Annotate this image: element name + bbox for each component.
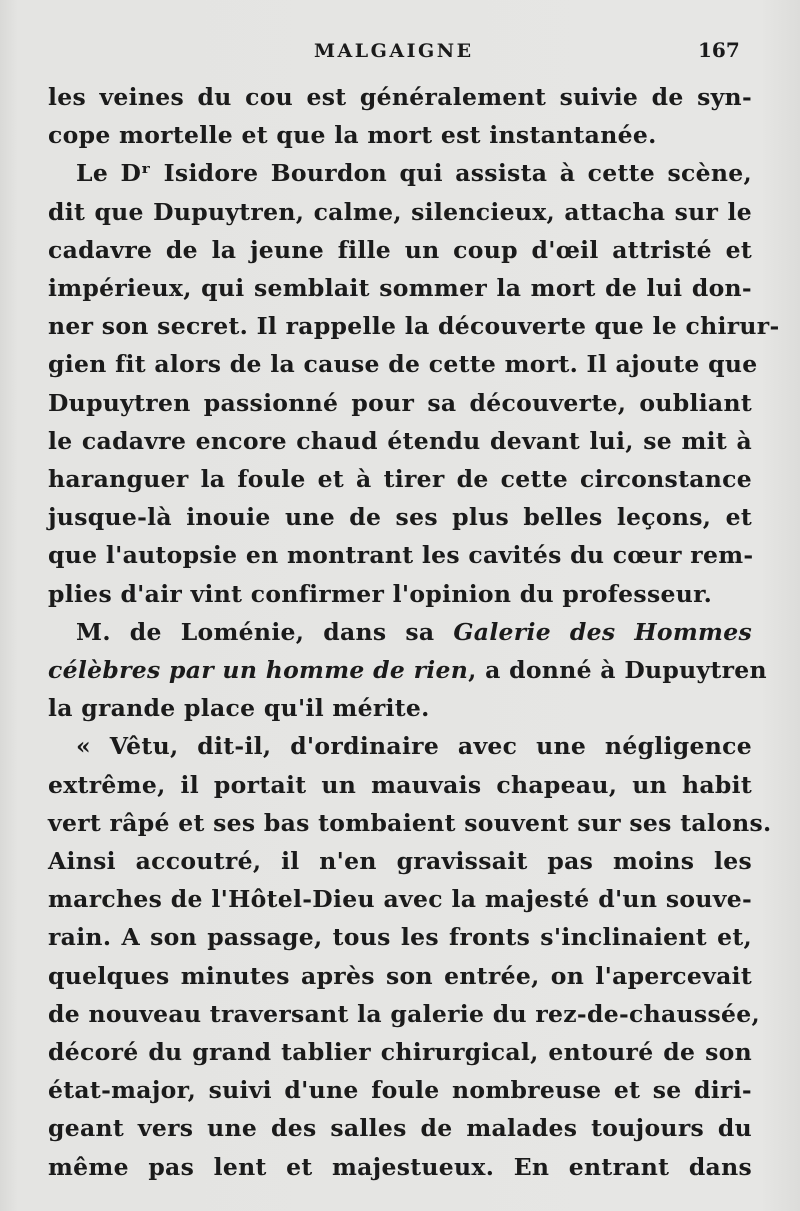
text-line: haranguer la foule et à tirer de cette circonstance [48, 465, 752, 494]
text-line: la grande place qu'il mérite. [48, 694, 430, 723]
text-line: état-major, suivi d'une foule nombreuse et se diri- [48, 1076, 752, 1105]
text-line: geant vers une des salles de malades toujours du [48, 1114, 752, 1143]
text-line: de nouveau traversant la galerie du rez-de-chaussée, [48, 999, 760, 1028]
text-line-with-italic [48, 613, 752, 651]
body-text [48, 78, 780, 1186]
text-line: le cadavre encore chaud étendu devant lui, se mit à [48, 426, 752, 455]
text-segment: , a donné à Dupuytren [468, 656, 767, 685]
page-number: 167 [698, 38, 740, 62]
running-title: MALGAIGNE [314, 40, 474, 62]
book-title-italic: célèbres par un homme de rien [48, 656, 469, 685]
text-line: ner son secret. Il rappelle la découverte que le chirur- [48, 312, 780, 341]
book-title-italic: Galerie des Hommes [453, 617, 752, 646]
text-line: Le Dʳ Isidore Bourdon qui assista à cette scène, [76, 159, 752, 188]
text-line: que l'autopsie en montrant les cavités du cœur rem- [48, 541, 754, 570]
text-line: Ainsi accoutré, il n'en gravissait pas moins les [48, 847, 752, 876]
text-line: rain. A son passage, tous les fronts s'inclinaient et, [48, 923, 752, 952]
text-line: quelques minutes après son entrée, on l'apercevait [48, 961, 752, 990]
text-line: dit que Dupuytren, calme, silencieux, attacha sur le [48, 197, 752, 226]
text-line: impérieux, qui semblait sommer la mort de lui don- [48, 274, 752, 303]
text-line: « Vêtu, dit-il, d'ordinaire avec une négligence [76, 732, 752, 761]
text-line: extrême, il portait un mauvais chapeau, un habit [48, 770, 752, 799]
text-line: même pas lent et majestueux. En entrant dans [48, 1152, 752, 1181]
text-line: Dupuytren passionné pour sa découverte, oubliant [48, 388, 752, 417]
text-line: cadavre de la jeune fille un coup d'œil attristé et [48, 235, 752, 264]
text-line: cope mortelle et que la mort est instantanée. [48, 121, 657, 150]
text-line-with-italic [48, 651, 767, 689]
text-line: gien fit alors de la cause de cette mort. Il ajoute que [48, 350, 758, 379]
text-line: plies d'air vint confirmer l'opinion du professeur. [48, 579, 713, 608]
text-line: jusque-là inouie une de ses plus belles leçons, et [48, 503, 752, 532]
text-line: vert râpé et ses bas tombaient souvent sur ses talons. [48, 808, 772, 837]
text-line: les veines du cou est généralement suivie de syn- [48, 83, 752, 111]
text-segment: M. de Loménie, dans sa [76, 617, 454, 646]
text-line: décoré du grand tablier chirurgical, entouré de son [48, 1038, 752, 1067]
page-header [0, 36, 800, 66]
text-line: marches de l'Hôtel-Dieu avec la majesté d'un souve- [48, 885, 752, 914]
